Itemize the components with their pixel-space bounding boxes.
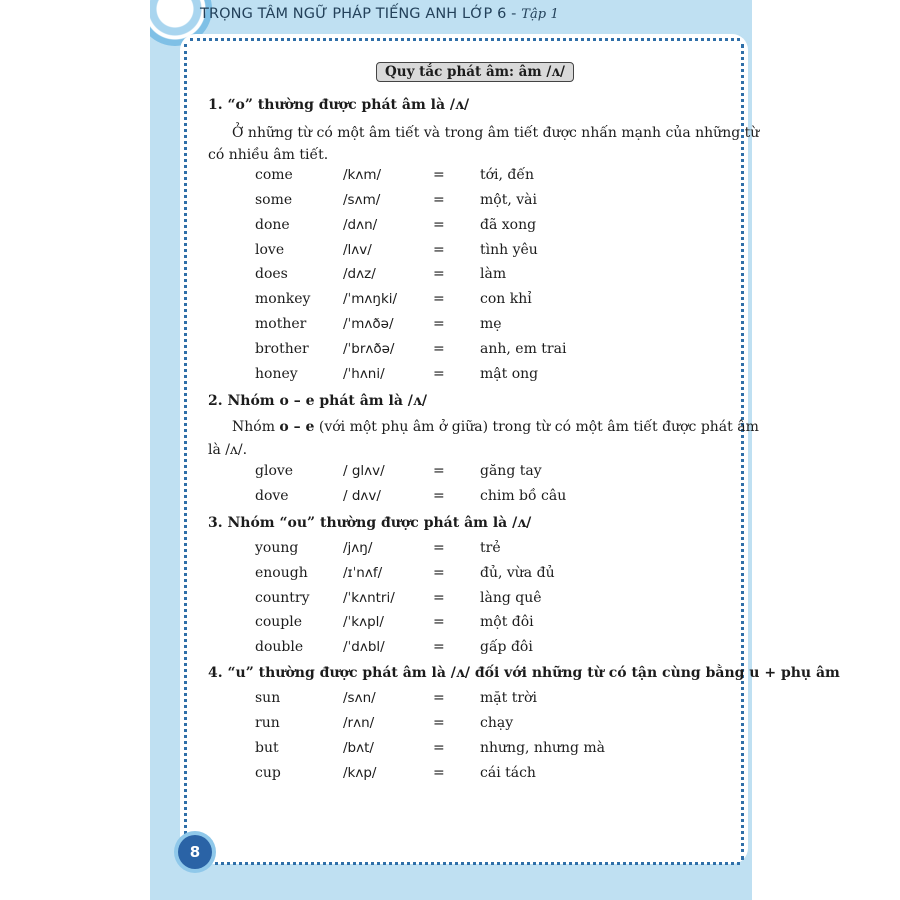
ipa: /bʌt/ <box>343 740 374 756</box>
equals-sign: = <box>433 715 445 731</box>
meaning: mặt trời <box>480 690 537 706</box>
meaning: trẻ <box>480 540 501 556</box>
equals-sign: = <box>433 217 445 233</box>
ipa: /lʌv/ <box>343 242 372 258</box>
equals-sign: = <box>433 740 445 756</box>
equals-sign: = <box>433 463 445 479</box>
equals-sign: = <box>433 690 445 706</box>
rule-2-description-line-1 <box>232 415 759 439</box>
ipa: /ˈdʌbl/ <box>343 639 385 655</box>
meaning: làm <box>480 266 507 282</box>
rule-2-text-bold: o – e <box>279 419 315 435</box>
rule-1-description-line-1: Ở những từ có một âm tiết và trong âm tiết được nhấn mạnh của những từ <box>232 125 760 141</box>
meaning: tình yêu <box>480 242 538 258</box>
equals-sign: = <box>433 540 445 556</box>
rule-heading-4: 4. “u” thường được phát âm là /ʌ/ đối với những từ có tận cùng bằng u + phụ âm <box>208 665 840 681</box>
ipa: /ˈhʌni/ <box>343 366 385 382</box>
word: glove <box>255 463 294 479</box>
section-title-box: Quy tắc phát âm: âm /ʌ/ <box>376 62 574 82</box>
equals-sign: = <box>433 614 445 630</box>
word: does <box>255 266 288 282</box>
equals-sign: = <box>433 639 445 655</box>
word: country <box>255 590 310 606</box>
ipa: /ˈmʌðə/ <box>343 316 394 332</box>
meaning: cái tách <box>480 765 536 781</box>
word: done <box>255 217 290 233</box>
equals-sign: = <box>433 590 445 606</box>
ipa: /ˈbrʌðə/ <box>343 341 395 357</box>
word: run <box>255 715 280 731</box>
rule-1-description-line-2: có nhiều âm tiết. <box>208 147 329 163</box>
ipa: /kʌp/ <box>343 765 377 781</box>
ipa: /jʌŋ/ <box>343 540 373 556</box>
word: dove <box>255 488 289 504</box>
meaning: một đôi <box>480 614 534 630</box>
word: couple <box>255 614 303 630</box>
rule-2-text-post: (với một phụ âm ở giữa) trong từ có một âm tiết được phát âm <box>314 419 759 435</box>
word: young <box>255 540 299 556</box>
ipa: / dʌv/ <box>343 488 381 504</box>
ipa: /sʌm/ <box>343 192 381 208</box>
meaning: mật ong <box>480 366 539 382</box>
ipa: / glʌv/ <box>343 463 385 479</box>
meaning: chạy <box>480 715 514 731</box>
ipa: /ˈmʌŋki/ <box>343 291 398 307</box>
page-number: 8 <box>189 843 201 861</box>
meaning: gấp đôi <box>480 639 533 655</box>
ipa: /ɪˈnʌf/ <box>343 565 383 581</box>
meaning: chim bồ câu <box>480 488 567 504</box>
equals-sign: = <box>433 316 445 332</box>
ipa: /dʌn/ <box>343 217 378 233</box>
ipa: /dʌz/ <box>343 266 376 282</box>
word: some <box>255 192 293 208</box>
rule-heading-1: 1. “o” thường được phát âm là /ʌ/ <box>208 97 470 113</box>
equals-sign: = <box>433 291 445 307</box>
word: brother <box>255 341 309 357</box>
meaning: làng quê <box>480 590 542 606</box>
equals-sign: = <box>433 242 445 258</box>
meaning: găng tay <box>480 463 542 479</box>
word: love <box>255 242 285 258</box>
meaning: đủ, vừa đủ <box>480 565 555 581</box>
word: mother <box>255 316 307 332</box>
word: sun <box>255 690 281 706</box>
word: come <box>255 167 293 183</box>
rule-heading-2: 2. Nhóm o – e phát âm là /ʌ/ <box>208 393 427 409</box>
equals-sign: = <box>433 266 445 282</box>
word: but <box>255 740 279 756</box>
meaning: nhưng, nhưng mà <box>480 740 606 756</box>
ipa: /ˈkʌntri/ <box>343 590 395 606</box>
meaning: đã xong <box>480 217 537 233</box>
ipa: /kʌm/ <box>343 167 382 183</box>
word: monkey <box>255 291 311 307</box>
word: double <box>255 639 304 655</box>
meaning: tới, đến <box>480 167 535 183</box>
word: honey <box>255 366 298 382</box>
equals-sign: = <box>433 565 445 581</box>
meaning: anh, em trai <box>480 341 567 357</box>
meaning: con khỉ <box>480 291 532 307</box>
header-title: TRỌNG TÂM NGỮ PHÁP TIẾNG ANH LỚP 6 - <box>200 6 517 22</box>
equals-sign: = <box>433 366 445 382</box>
rule-heading-3: 3. Nhóm “ou” thường được phát âm là /ʌ/ <box>208 515 532 531</box>
meaning: mẹ <box>480 316 502 332</box>
equals-sign: = <box>433 765 445 781</box>
ipa: /sʌn/ <box>343 690 376 706</box>
rule-2-description-line-2: là /ʌ/. <box>208 442 248 458</box>
word: cup <box>255 765 281 781</box>
meaning: một, vài <box>480 192 537 208</box>
equals-sign: = <box>433 341 445 357</box>
header-volume: Tập 1 <box>521 7 559 22</box>
rule-2-text-pre: Nhóm <box>232 419 280 435</box>
ipa: /ˈkʌpl/ <box>343 614 384 630</box>
equals-sign: = <box>433 192 445 208</box>
equals-sign: = <box>433 167 445 183</box>
ipa: /rʌn/ <box>343 715 375 731</box>
word: enough <box>255 565 308 581</box>
equals-sign: = <box>433 488 445 504</box>
